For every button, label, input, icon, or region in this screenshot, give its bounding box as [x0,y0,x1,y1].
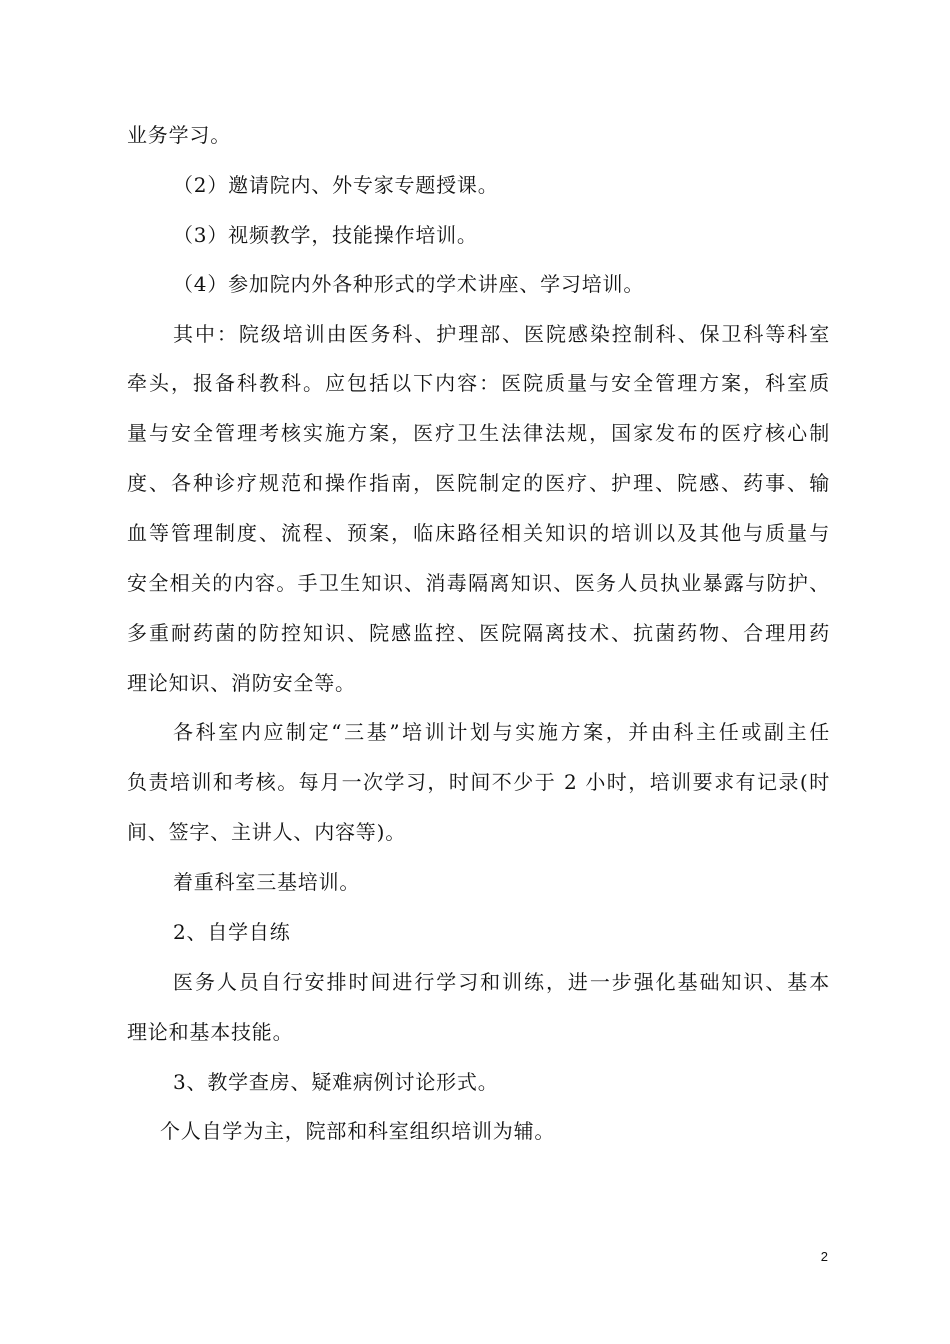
paragraph-line: 着重科室三基培训。 [173,870,361,894]
page-number: 2 [820,1249,828,1264]
paragraph-line: 间、签字、主讲人、内容等)。 [127,820,407,844]
paragraph-line: 安全相关的内容。手卫生知识、消毒隔离知识、医务人员执业暴露与防护、 [127,571,830,595]
paragraph-line: 多重耐药菌的防控知识、院感监控、医院隔离技术、抗菌药物、合理用药 [127,621,830,645]
paragraph-line: 量与安全管理考核实施方案，医疗卫生法律法规，国家发布的医疗核心制 [127,421,830,445]
section-heading: 3、教学查房、疑难病例讨论形式。 [173,1070,499,1094]
paragraph-line: 牵头，报备科教科。应包括以下内容：医院质量与安全管理方案，科室质 [127,371,830,395]
paragraph-line: 理论知识、消防安全等。 [127,671,356,695]
paragraph-line: （4）参加院内外各种形式的学术讲座、学习培训。 [173,272,645,296]
paragraph-line: 医务人员自行安排时间进行学习和训练，进一步强化基础知识、基本 [173,970,830,994]
paragraph-line: （3）视频教学，技能操作培训。 [173,223,478,247]
paragraph-line: 理论和基本技能。 [127,1020,294,1044]
paragraph-line: 业务学习。 [127,123,231,147]
paragraph-line: 其中：院级培训由医务科、护理部、医院感染控制科、保卫科等科室 [173,322,830,346]
paragraph-line: 个人自学为主，院部和科室组织培训为辅。 [160,1119,556,1143]
paragraph-line: 负责培训和考核。每月一次学习，时间不少于 2 小时，培训要求有记录(时 [127,770,830,794]
paragraph-line: 各科室内应制定“三基”培训计划与实施方案，并由科主任或副主任 [173,720,830,744]
paragraph-line: 血等管理制度、流程、预案，临床路径相关知识的培训以及其他与质量与 [127,521,830,545]
section-heading: 2、自学自练 [173,920,291,944]
paragraph-line: （2）邀请院内、外专家专题授课。 [173,173,499,197]
paragraph-line: 度、各种诊疗规范和操作指南，医院制定的医疗、护理、院感、药事、输 [127,471,830,495]
